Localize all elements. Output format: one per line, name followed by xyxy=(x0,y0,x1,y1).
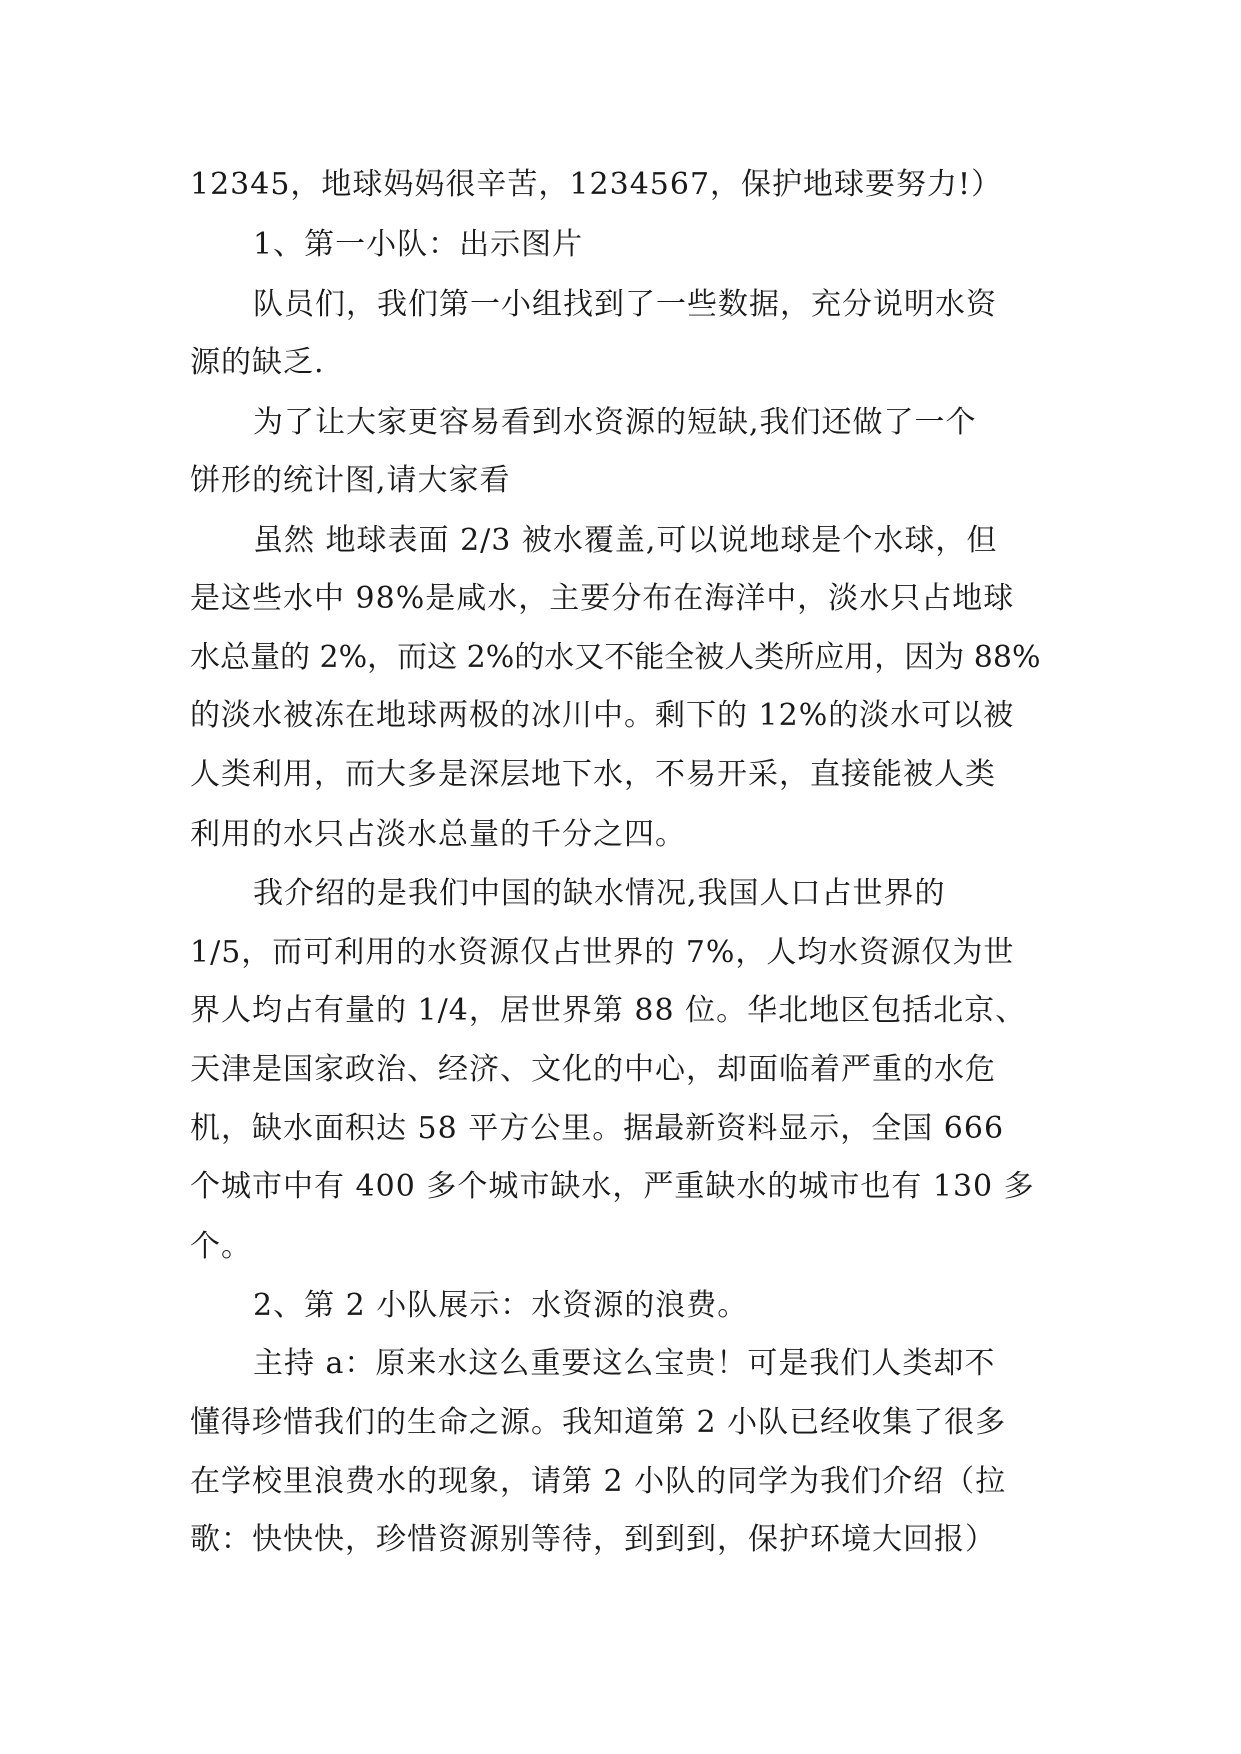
text-line: 为了让大家更容易看到水资源的短缺,我们还做了一个 xyxy=(253,405,977,440)
text-line: 我介绍的是我们中国的缺水情况,我国人口占世界的 xyxy=(253,876,946,911)
text-line: 个。 xyxy=(190,1229,252,1264)
text-line: 是这些水中 98%是咸水，主要分布在海洋中，淡水只占地球 xyxy=(190,581,1015,616)
text-line: 利用的水只占淡水总量的千分之四。 xyxy=(190,817,686,852)
section-heading: 2、第 2 小队展示：水资源的浪费。 xyxy=(253,1288,749,1323)
text-line: 天津是国家政治、经济、文化的中心，却面临着严重的水危 xyxy=(190,1052,996,1087)
text-line: 12345，地球妈妈很辛苦，1234567，保护地球要努力!） xyxy=(190,167,1003,202)
text-line: 饼形的统计图,请大家看 xyxy=(190,463,511,498)
text-line: 虽然 地球表面 2/3 被水覆盖,可以说地球是个水球，但 xyxy=(253,523,998,558)
text-line: 在学校里浪费水的现象，请第 2 小队的同学为我们介绍（拉 xyxy=(190,1464,1007,1499)
text-line: 个城市中有 400 多个城市缺水，严重缺水的城市也有 130 多 xyxy=(190,1169,1035,1204)
text-line: 的淡水被冻在地球两极的冰川中。剩下的 12%的淡水可以被 xyxy=(190,698,1015,733)
text-line: 歌：快快快，珍惜资源别等待，到到到，保护环境大回报） xyxy=(190,1522,996,1557)
text-line: 机，缺水面积达 58 平方公里。据最新资料显示，全国 666 xyxy=(190,1111,1005,1146)
text-line: 界人均占有量的 1/4，居世界第 88 位。华北地区包括北京、 xyxy=(190,993,1027,1028)
text-line: 源的缺乏. xyxy=(190,345,325,380)
text-line: 水总量的 2%，而这 2%的水又不能全被人类所应用，因为 88% xyxy=(190,640,1041,675)
text-line: 人类利用，而大多是深层地下水，不易开采，直接能被人类 xyxy=(190,757,996,792)
text-line: 队员们，我们第一小组找到了一些数据，充分说明水资 xyxy=(253,287,997,322)
text-line: 懂得珍惜我们的生命之源。我知道第 2 小队已经收集了很多 xyxy=(190,1405,1007,1440)
text-line: 1/5，而可利用的水资源仅占世界的 7%，人均水资源仅为世 xyxy=(190,935,1015,970)
text-line: 主持 a：原来水这么重要这么宝贵！可是我们人类却不 xyxy=(253,1346,996,1381)
section-heading: 1、第一小队：出示图片 xyxy=(253,227,584,262)
